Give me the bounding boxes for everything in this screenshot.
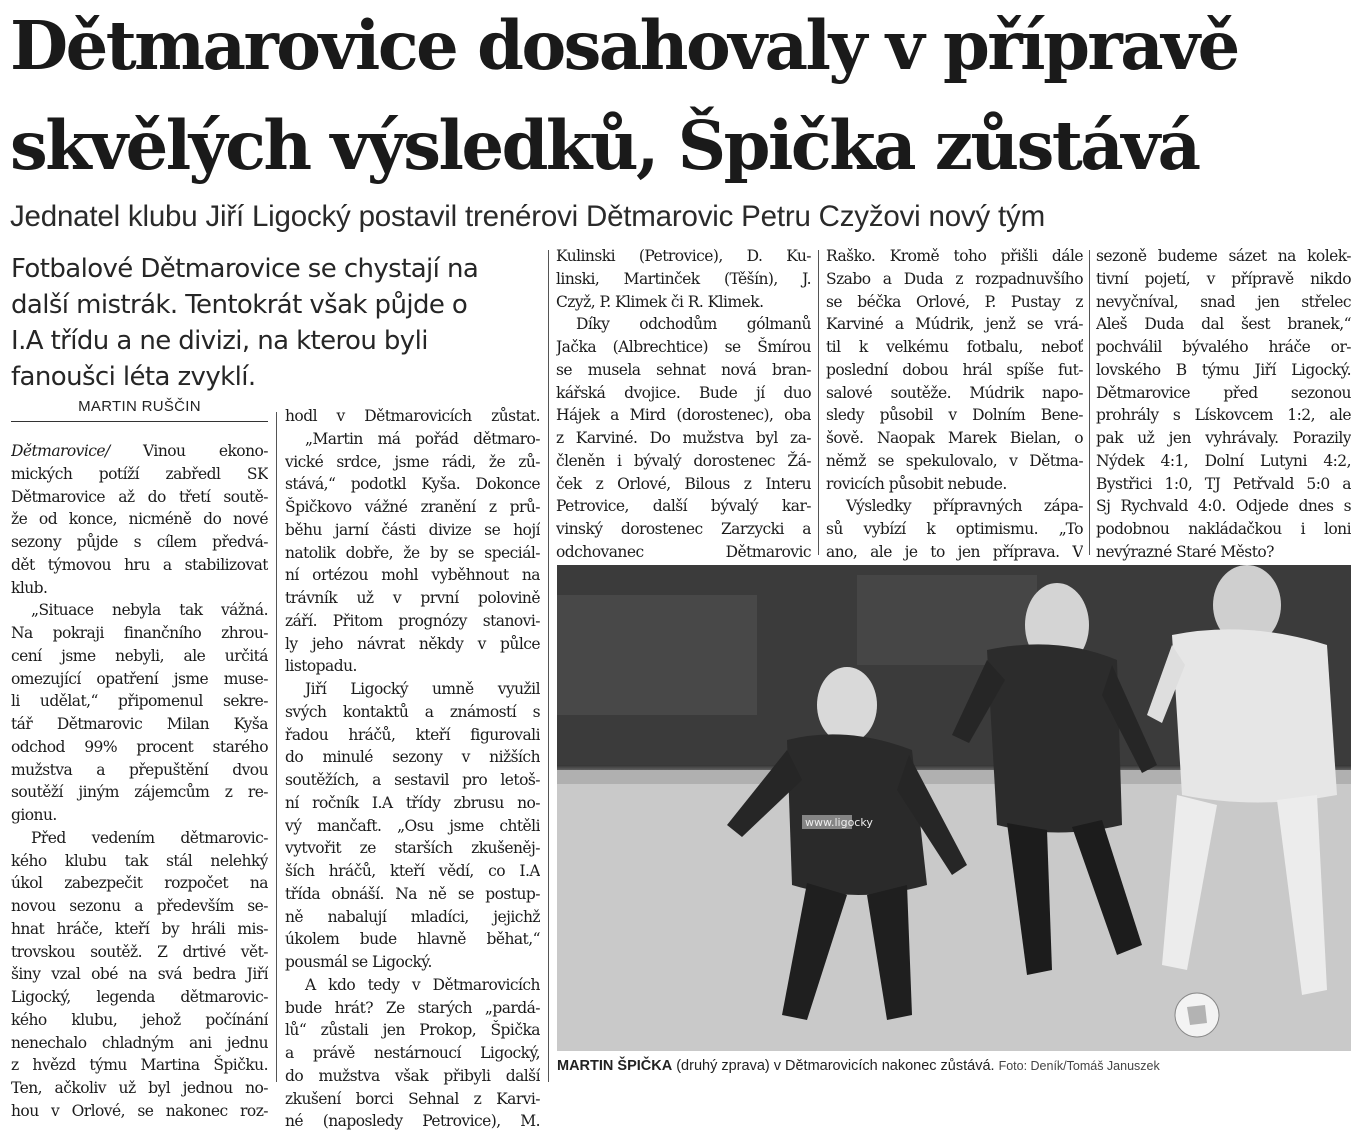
football-players-illustration	[557, 565, 1351, 1051]
lead-line: Fotbalové Dětmarovice se chystají na	[11, 254, 479, 284]
article-line: „Situace nebyla tak vážná.	[31, 601, 268, 620]
article-line: Díky odchodům gólmanů	[576, 315, 811, 334]
article-column-5	[1096, 245, 1351, 564]
article-line: se béčka Orlové, P. Pustay z	[826, 292, 1083, 311]
column-rule	[548, 250, 549, 1082]
article-line: nevyčníval, snad jen střelec	[1096, 292, 1351, 311]
article-line: mických potíží zabředl SK	[11, 464, 268, 483]
svg-text:www.ligocky: www.ligocky	[805, 816, 873, 829]
headline-line-1: Dětmarovice dosahovaly v přípravě	[10, 6, 1238, 85]
article-line: Ten, ačkoliv už byl jednou no-	[11, 1079, 268, 1097]
article-line: rovicích působit nebude.	[826, 474, 1007, 493]
article-line: hou v Orlové, se nakonec roz-	[11, 1101, 268, 1120]
article-line: trávník už v první polovině	[285, 589, 540, 607]
article-line: Ligocký, legenda dětmarovic-	[11, 988, 268, 1006]
article-line: Szabo a Duda z rozpadnuvšího	[826, 269, 1083, 288]
article-line: vické srdce, jsme rádi, že zů-	[285, 452, 540, 471]
author-byline: MARTIN RUŠČIN	[11, 398, 268, 422]
article-line: sezoně budeme sázet na kolek-	[1096, 247, 1351, 265]
article-line: Bystřici 1:0, TJ Petřvald 5:0 a	[1096, 474, 1351, 493]
article-column-1	[11, 440, 268, 1123]
article-line: „Martin má pořád dětmaro-	[305, 429, 540, 448]
article-line: ano, ale je to jen příprava. V	[826, 542, 1083, 561]
article-line: a právě nestárnoucí Ligocký,	[285, 1044, 540, 1062]
article-line: zkušení borci Sehnal z Karvi-	[285, 1089, 540, 1108]
photo-caption	[557, 1058, 1351, 1074]
article-line: lovského B týmu Jiří Ligocký.	[1096, 360, 1351, 379]
article-line: do minulé sezony v nižších	[285, 748, 540, 767]
match-photo	[557, 565, 1351, 1051]
article-line: lů“ zůstali jen Prokop, Špička	[285, 1021, 540, 1040]
dateline: Dětmarovice/	[11, 442, 110, 460]
article-line: Jiří Ligocký umně využil	[305, 680, 540, 698]
article-line: Kulinski (Petrovice), D. Ku-	[556, 247, 811, 265]
article-line: pochválil bývalého hráče or-	[1096, 338, 1351, 356]
article-line: soutěžích, a sestavil pro letoš-	[285, 771, 540, 789]
article-line: Aleš Duda dal šest branek,“	[1096, 315, 1351, 334]
article-line: do mužstva však přibyli další	[285, 1066, 540, 1085]
article-line: A kdo tedy v Dětmarovicích	[305, 975, 540, 994]
article-column-3	[556, 245, 811, 564]
article-line: úkol zabezpečit rozpočet na	[11, 874, 268, 893]
article-line: sů vybízí k optimismu. „To	[826, 520, 1083, 538]
lead-paragraph	[11, 251, 536, 395]
article-line: novou sezonu a především se-	[11, 897, 268, 915]
article-line: ní ročník I.A třídy zbrusu no-	[285, 793, 540, 812]
article-line: ně nabalují mladíci, jejichž	[285, 907, 540, 926]
article-line: poslední dobou hrál spíše fut-	[826, 360, 1083, 379]
article-line: vinský dorostenec Zarzycki a	[556, 520, 811, 538]
article-line: Raško. Kromě toho přišli dále	[826, 247, 1083, 265]
article-line: soutěží jiným zájemcům z re-	[11, 783, 268, 802]
article-line: ní ortézou mohl vyběhnout na	[285, 566, 540, 585]
article-line: Sj Rychvald 4:0. Odjede dnes s	[1096, 497, 1351, 516]
article-line: září. Přitom prognózy stanovi-	[285, 611, 540, 630]
column-rule	[1089, 250, 1090, 555]
article-line: gionu.	[11, 806, 57, 824]
article-line: klub.	[11, 578, 48, 597]
article-column-4	[826, 245, 1083, 564]
article-line: svých kontaktů a známostí s	[285, 702, 540, 721]
article-line: vý mančaft. „Osu jsme chtěli	[285, 816, 540, 835]
article-line: né (naposledy Petrovice), M.	[285, 1112, 540, 1131]
article-line: Na pokraji finančního zhrou-	[11, 624, 268, 642]
article-line: běhu jarní části divize se hojí	[285, 520, 540, 539]
article-line: odchovanec Dětmarovic	[556, 542, 811, 561]
article-line: z hvězd týmu Martina Špičku.	[11, 1056, 268, 1075]
article-line: šově. Naopak Marek Bielan, o	[826, 429, 1083, 447]
lead-line: fanoušci léta zvyklí.	[11, 362, 256, 392]
article-line: kého klubu, jehož počínání	[11, 1010, 268, 1029]
article-line: ších hráčů, kteří vědí, co I.A	[285, 862, 540, 880]
article-line: tář Dětmarovic Milan Kyša	[11, 715, 268, 733]
article-line: Výsledky přípravných zápa-	[846, 497, 1083, 516]
article-line: linski, Martinček (Těšín), J.	[556, 269, 811, 288]
lead-line: další mistrák. Tentokrát však půjde o	[11, 290, 468, 320]
article-line: Před vedením dětmarovic-	[31, 828, 268, 847]
article-line: li udělat,“ připomenul sekre-	[11, 692, 268, 711]
article-line: nevýrazné Staré Město?	[1096, 542, 1274, 561]
column-rule	[276, 412, 277, 1082]
article-line: dět týmovou hru a stabilizovat	[11, 555, 268, 574]
caption-text: (druhý zprava) v Dětmarovicích nakonec zůstává.	[672, 1058, 995, 1074]
article-line: Špičkovo vážné zranění z prů-	[285, 498, 540, 516]
photo-credit: Foto: Deník/Tomáš Januszek	[998, 1059, 1160, 1073]
article-line: Jačka (Albrechtice) se Šmírou	[556, 338, 811, 356]
article-line: Petrovice, další bývalý kar-	[556, 497, 811, 516]
article-line: odchod 99% procent starého	[11, 737, 268, 756]
article-line: hodl v Dětmarovicích zůstat.	[285, 407, 540, 425]
lead-line: I.A třídu a ne divizi, na kterou byli	[11, 326, 428, 356]
article-line: se musela sehnat nová bran-	[556, 360, 811, 379]
article-line: hnat hráče, kteří by hráli mis-	[11, 919, 268, 938]
article-line: Nýdek 4:1, Dolní Lutyni 4:2,	[1096, 451, 1351, 470]
article-line: Hájek a Mird (dorostenec), oba	[556, 406, 811, 425]
article-line: třída obnáší. Na ně se postup-	[285, 884, 540, 903]
article-line: úkolem bude hlavně běhat,“	[285, 930, 540, 949]
article-line: Karviné a Múdrik, jenž se vrá-	[826, 315, 1083, 334]
article-line: listopadu.	[285, 657, 357, 676]
article-line: Dětmarovice až do třetí soutě-	[11, 487, 268, 506]
article-line: tivní pojetí, v přípravě nikdo	[1096, 269, 1351, 288]
article-line: ček z Orlové, Bilous z Interu	[556, 474, 811, 493]
column-rule	[818, 250, 819, 555]
article-line: prohrály s Lískovcem 1:2, ale	[1096, 406, 1351, 425]
article-line: šiny vzal obé na svá bedra Jiří	[11, 965, 268, 984]
article-line: pousmál se Ligocký.	[285, 953, 432, 971]
article-line: omezující opatření jsme muse-	[11, 669, 268, 688]
article-line: trovskou soutěž. Z drtivé vět-	[11, 942, 268, 961]
article-line: mužstva a přepuštění dvou	[11, 760, 268, 779]
article-line: ly jeho návrat někdy v půlce	[285, 634, 540, 653]
article-line: Dětmarovice před sezonou	[1096, 383, 1351, 402]
article-line: cení jsme nebyli, ale určitá	[11, 646, 268, 665]
article-line: sezony půjde s cílem předvá-	[11, 533, 268, 551]
article-line: Czyž, P. Klimek či R. Klimek.	[556, 292, 764, 311]
article-line: bude hrát? Ze starých „pardá-	[285, 998, 540, 1017]
article-line: kářská dvojice. Bude jí duo	[556, 383, 811, 402]
article-line: pak už jen vyhrávaly. Porazily	[1096, 429, 1351, 447]
article-line: sledy působil v Dolním Bene-	[826, 406, 1083, 425]
article-column-2	[285, 405, 540, 1133]
article-line: Dětmarovice/ Vinou ekono-	[11, 442, 268, 460]
subheadline: Jednatel klubu Jiří Ligocký postavil trenérovi Dětmarovic Petru Czyžovi nový tým	[10, 200, 1045, 233]
article-line: salové soutěže. Múdrik napo-	[826, 383, 1083, 402]
article-line: vytvořit ze starších zkušeněj-	[285, 839, 540, 858]
article-line: němž se spekulovalo, v Dětma-	[826, 451, 1083, 470]
article-line: z Karviné. Do mužstva byl za-	[556, 429, 811, 447]
article-line: že od konce, nicméně do nové	[11, 510, 268, 529]
headline-line-2: skvělých výsledků, Špička zůstává	[10, 106, 1199, 185]
article-line: nenechalo chladným ani jednu	[11, 1033, 268, 1052]
article-line: řadou hráčů, kteří figurovali	[285, 725, 540, 744]
caption-name: MARTIN ŠPIČKA	[557, 1058, 673, 1074]
article-line: til k velkému fotbalu, neboť	[826, 338, 1083, 356]
article-line: podobnou nakládačkou i loni	[1096, 520, 1351, 538]
article-line: natolik dobře, že by se speciál-	[285, 543, 540, 562]
article-line: stává,“ podotkl Kyša. Dokonce	[285, 475, 540, 494]
article-line: členěn i bývalý dorostenec Žá-	[556, 451, 811, 470]
article-line: kého klubu tak stál nelehký	[11, 851, 268, 870]
